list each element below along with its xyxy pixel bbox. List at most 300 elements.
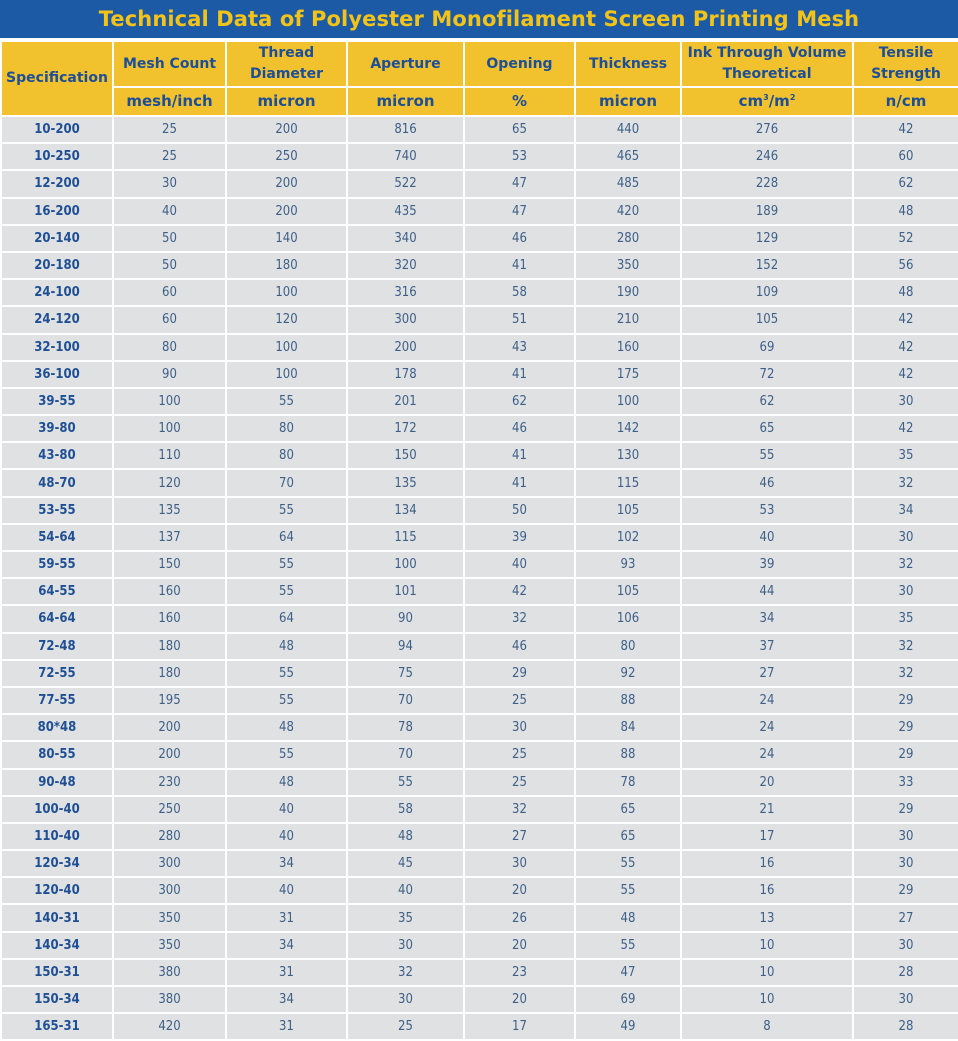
table-row	[1, 932, 958, 959]
cell-mesh-count: 135	[113, 497, 226, 524]
cell-opening: 23	[464, 959, 575, 986]
cell-ink-volume: 129	[681, 225, 853, 252]
cell-tensile-strength: 56	[853, 252, 958, 279]
header-line: Diameter	[249, 66, 324, 82]
cell-thickness: 160	[575, 334, 681, 361]
cell-opening: 51	[464, 306, 575, 333]
cell-specification: 72-48	[1, 633, 113, 660]
unit-part: cm	[738, 92, 764, 110]
cell-opening: 39	[464, 524, 575, 551]
table-row	[1, 524, 958, 551]
cell-opening: 41	[464, 361, 575, 388]
cell-thread-diameter: 120	[226, 306, 347, 333]
cell-thread-diameter: 31	[226, 1013, 347, 1040]
cell-opening: 41	[464, 442, 575, 469]
cell-specification: 150-34	[1, 986, 113, 1013]
cell-thread-diameter: 40	[226, 877, 347, 904]
cell-ink-volume: 10	[681, 959, 853, 986]
cell-opening: 43	[464, 334, 575, 361]
cell-aperture: 48	[347, 823, 464, 850]
cell-aperture: 740	[347, 143, 464, 170]
cell-tensile-strength: 32	[853, 469, 958, 496]
cell-tensile-strength: 62	[853, 170, 958, 197]
cell-mesh-count: 380	[113, 959, 226, 986]
cell-ink-volume: 24	[681, 741, 853, 768]
cell-aperture: 300	[347, 306, 464, 333]
table-row	[1, 388, 958, 415]
column-header-ink-volume	[681, 41, 853, 87]
unit-row	[1, 87, 958, 116]
cell-mesh-count: 137	[113, 524, 226, 551]
cell-specification: 24-120	[1, 306, 113, 333]
unit-exponent: 3	[763, 93, 769, 102]
cell-mesh-count: 40	[113, 198, 226, 225]
cell-thread-diameter: 55	[226, 687, 347, 714]
cell-thread-diameter: 55	[226, 388, 347, 415]
cell-tensile-strength: 34	[853, 497, 958, 524]
cell-mesh-count: 180	[113, 660, 226, 687]
cell-aperture: 135	[347, 469, 464, 496]
table-row	[1, 415, 958, 442]
cell-thread-diameter: 48	[226, 714, 347, 741]
cell-opening: 47	[464, 170, 575, 197]
cell-thread-diameter: 250	[226, 143, 347, 170]
table-row	[1, 497, 958, 524]
cell-specification: 43-80	[1, 442, 113, 469]
mesh-data-table	[0, 40, 958, 1041]
table-row	[1, 877, 958, 904]
cell-opening: 42	[464, 578, 575, 605]
cell-thickness: 175	[575, 361, 681, 388]
cell-thickness: 440	[575, 116, 681, 143]
cell-thickness: 55	[575, 850, 681, 877]
cell-ink-volume: 39	[681, 551, 853, 578]
cell-ink-volume: 10	[681, 932, 853, 959]
cell-tensile-strength: 32	[853, 660, 958, 687]
cell-ink-volume: 53	[681, 497, 853, 524]
cell-mesh-count: 380	[113, 986, 226, 1013]
cell-tensile-strength: 30	[853, 578, 958, 605]
table-row	[1, 1013, 958, 1040]
cell-tensile-strength: 28	[853, 1013, 958, 1040]
cell-mesh-count: 50	[113, 225, 226, 252]
cell-tensile-strength: 32	[853, 633, 958, 660]
cell-tensile-strength: 30	[853, 986, 958, 1013]
cell-specification: 80*48	[1, 714, 113, 741]
cell-specification: 16-200	[1, 198, 113, 225]
cell-ink-volume: 40	[681, 524, 853, 551]
cell-opening: 32	[464, 796, 575, 823]
cell-opening: 25	[464, 687, 575, 714]
cell-ink-volume: 24	[681, 714, 853, 741]
cell-specification: 120-34	[1, 850, 113, 877]
table-row	[1, 143, 958, 170]
cell-opening: 41	[464, 252, 575, 279]
cell-ink-volume: 17	[681, 823, 853, 850]
cell-mesh-count: 25	[113, 143, 226, 170]
cell-aperture: 320	[347, 252, 464, 279]
cell-ink-volume: 276	[681, 116, 853, 143]
cell-opening: 46	[464, 633, 575, 660]
cell-tensile-strength: 30	[853, 932, 958, 959]
cell-thickness: 69	[575, 986, 681, 1013]
table-row	[1, 605, 958, 632]
cell-aperture: 70	[347, 741, 464, 768]
cell-thickness: 130	[575, 442, 681, 469]
cell-thickness: 55	[575, 932, 681, 959]
cell-tensile-strength: 32	[853, 551, 958, 578]
cell-tensile-strength: 30	[853, 524, 958, 551]
unit-mesh-count: mesh/inch	[113, 87, 226, 116]
cell-opening: 50	[464, 497, 575, 524]
cell-thickness: 93	[575, 551, 681, 578]
page-title: Technical Data of Polyester Monofilament Screen Printing Mesh	[0, 0, 958, 38]
cell-aperture: 134	[347, 497, 464, 524]
cell-specification: 10-250	[1, 143, 113, 170]
cell-ink-volume: 228	[681, 170, 853, 197]
cell-specification: 36-100	[1, 361, 113, 388]
cell-tensile-strength: 42	[853, 116, 958, 143]
cell-mesh-count: 195	[113, 687, 226, 714]
cell-specification: 53-55	[1, 497, 113, 524]
cell-mesh-count: 160	[113, 578, 226, 605]
cell-tensile-strength: 30	[853, 850, 958, 877]
cell-opening: 29	[464, 660, 575, 687]
cell-thread-diameter: 48	[226, 769, 347, 796]
cell-thickness: 102	[575, 524, 681, 551]
cell-specification: 110-40	[1, 823, 113, 850]
cell-thickness: 105	[575, 497, 681, 524]
header-line: Theoretical	[722, 66, 812, 82]
column-header-thickness: Thickness	[575, 41, 681, 87]
table-row	[1, 361, 958, 388]
cell-thread-diameter: 100	[226, 334, 347, 361]
cell-aperture: 100	[347, 551, 464, 578]
cell-opening: 40	[464, 551, 575, 578]
table-row	[1, 551, 958, 578]
cell-thickness: 88	[575, 741, 681, 768]
cell-mesh-count: 30	[113, 170, 226, 197]
cell-thread-diameter: 31	[226, 904, 347, 931]
cell-specification: 120-40	[1, 877, 113, 904]
cell-ink-volume: 72	[681, 361, 853, 388]
cell-aperture: 101	[347, 578, 464, 605]
cell-thread-diameter: 55	[226, 660, 347, 687]
cell-thickness: 115	[575, 469, 681, 496]
cell-mesh-count: 25	[113, 116, 226, 143]
cell-thickness: 210	[575, 306, 681, 333]
table-row	[1, 959, 958, 986]
cell-thread-diameter: 40	[226, 796, 347, 823]
cell-thickness: 47	[575, 959, 681, 986]
table-row	[1, 578, 958, 605]
cell-thread-diameter: 55	[226, 497, 347, 524]
cell-specification: 39-80	[1, 415, 113, 442]
table-row	[1, 741, 958, 768]
cell-thread-diameter: 200	[226, 198, 347, 225]
header-line: Tensile	[878, 45, 934, 61]
cell-tensile-strength: 42	[853, 415, 958, 442]
cell-opening: 27	[464, 823, 575, 850]
table-row	[1, 850, 958, 877]
cell-ink-volume: 8	[681, 1013, 853, 1040]
header-row	[1, 41, 958, 87]
cell-tensile-strength: 30	[853, 823, 958, 850]
cell-ink-volume: 109	[681, 279, 853, 306]
cell-opening: 53	[464, 143, 575, 170]
cell-mesh-count: 200	[113, 714, 226, 741]
header-line: Thread	[258, 45, 315, 61]
cell-thickness: 142	[575, 415, 681, 442]
cell-mesh-count: 420	[113, 1013, 226, 1040]
cell-specification: 32-100	[1, 334, 113, 361]
cell-thread-diameter: 31	[226, 959, 347, 986]
cell-mesh-count: 230	[113, 769, 226, 796]
cell-opening: 41	[464, 469, 575, 496]
cell-thread-diameter: 100	[226, 361, 347, 388]
cell-thread-diameter: 34	[226, 850, 347, 877]
cell-aperture: 58	[347, 796, 464, 823]
cell-specification: 20-140	[1, 225, 113, 252]
cell-thickness: 190	[575, 279, 681, 306]
cell-tensile-strength: 30	[853, 388, 958, 415]
cell-thickness: 280	[575, 225, 681, 252]
cell-tensile-strength: 28	[853, 959, 958, 986]
cell-specification: 39-55	[1, 388, 113, 415]
cell-aperture: 522	[347, 170, 464, 197]
table-row	[1, 116, 958, 143]
column-header-aperture: Aperture	[347, 41, 464, 87]
table-row	[1, 334, 958, 361]
cell-aperture: 25	[347, 1013, 464, 1040]
column-header-thread-diameter	[226, 41, 347, 87]
cell-specification: 64-55	[1, 578, 113, 605]
cell-specification: 150-31	[1, 959, 113, 986]
cell-ink-volume: 69	[681, 334, 853, 361]
cell-thread-diameter: 55	[226, 578, 347, 605]
cell-mesh-count: 250	[113, 796, 226, 823]
cell-opening: 65	[464, 116, 575, 143]
cell-mesh-count: 90	[113, 361, 226, 388]
cell-aperture: 30	[347, 986, 464, 1013]
cell-opening: 46	[464, 415, 575, 442]
cell-aperture: 94	[347, 633, 464, 660]
cell-ink-volume: 24	[681, 687, 853, 714]
cell-tensile-strength: 35	[853, 605, 958, 632]
cell-aperture: 75	[347, 660, 464, 687]
cell-thickness: 48	[575, 904, 681, 931]
column-header-opening: Opening	[464, 41, 575, 87]
cell-ink-volume: 10	[681, 986, 853, 1013]
cell-aperture: 201	[347, 388, 464, 415]
unit-tensile-strength: n/cm	[853, 87, 958, 116]
cell-tensile-strength: 29	[853, 877, 958, 904]
unit-thread-diameter: micron	[226, 87, 347, 116]
table-row	[1, 687, 958, 714]
table-row	[1, 796, 958, 823]
cell-ink-volume: 27	[681, 660, 853, 687]
cell-aperture: 40	[347, 877, 464, 904]
cell-thread-diameter: 80	[226, 442, 347, 469]
cell-thickness: 65	[575, 796, 681, 823]
cell-specification: 140-31	[1, 904, 113, 931]
cell-tensile-strength: 52	[853, 225, 958, 252]
cell-thread-diameter: 55	[226, 741, 347, 768]
cell-opening: 20	[464, 877, 575, 904]
cell-specification: 59-55	[1, 551, 113, 578]
cell-aperture: 150	[347, 442, 464, 469]
cell-opening: 46	[464, 225, 575, 252]
cell-thickness: 465	[575, 143, 681, 170]
cell-ink-volume: 46	[681, 469, 853, 496]
cell-thread-diameter: 48	[226, 633, 347, 660]
cell-tensile-strength: 33	[853, 769, 958, 796]
cell-thread-diameter: 34	[226, 932, 347, 959]
table-row	[1, 714, 958, 741]
cell-tensile-strength: 42	[853, 306, 958, 333]
cell-mesh-count: 180	[113, 633, 226, 660]
unit-aperture: micron	[347, 87, 464, 116]
cell-opening: 25	[464, 741, 575, 768]
cell-thread-diameter: 180	[226, 252, 347, 279]
cell-thread-diameter: 140	[226, 225, 347, 252]
cell-ink-volume: 16	[681, 877, 853, 904]
cell-tensile-strength: 48	[853, 198, 958, 225]
cell-aperture: 30	[347, 932, 464, 959]
cell-mesh-count: 100	[113, 415, 226, 442]
cell-specification: 90-48	[1, 769, 113, 796]
cell-aperture: 78	[347, 714, 464, 741]
table-row	[1, 986, 958, 1013]
cell-thickness: 420	[575, 198, 681, 225]
cell-ink-volume: 152	[681, 252, 853, 279]
cell-ink-volume: 65	[681, 415, 853, 442]
cell-aperture: 115	[347, 524, 464, 551]
cell-specification: 12-200	[1, 170, 113, 197]
table-row	[1, 252, 958, 279]
cell-ink-volume: 34	[681, 605, 853, 632]
cell-aperture: 70	[347, 687, 464, 714]
column-header-tensile-strength	[853, 41, 958, 87]
cell-opening: 20	[464, 986, 575, 1013]
cell-opening: 58	[464, 279, 575, 306]
table-row	[1, 442, 958, 469]
cell-tensile-strength: 35	[853, 442, 958, 469]
cell-thickness: 485	[575, 170, 681, 197]
table-row	[1, 660, 958, 687]
cell-tensile-strength: 42	[853, 334, 958, 361]
unit-exponent: 2	[789, 93, 796, 102]
cell-aperture: 435	[347, 198, 464, 225]
cell-tensile-strength: 29	[853, 714, 958, 741]
cell-specification: 48-70	[1, 469, 113, 496]
table-row	[1, 279, 958, 306]
cell-thread-diameter: 55	[226, 551, 347, 578]
cell-thickness: 88	[575, 687, 681, 714]
cell-mesh-count: 120	[113, 469, 226, 496]
cell-thread-diameter: 40	[226, 823, 347, 850]
cell-thread-diameter: 34	[226, 986, 347, 1013]
cell-thickness: 92	[575, 660, 681, 687]
unit-ink-volume	[681, 87, 853, 116]
cell-ink-volume: 44	[681, 578, 853, 605]
cell-aperture: 200	[347, 334, 464, 361]
cell-mesh-count: 300	[113, 877, 226, 904]
cell-tensile-strength: 29	[853, 741, 958, 768]
cell-aperture: 340	[347, 225, 464, 252]
table-row	[1, 170, 958, 197]
cell-specification: 100-40	[1, 796, 113, 823]
unit-opening: %	[464, 87, 575, 116]
cell-ink-volume: 37	[681, 633, 853, 660]
cell-aperture: 178	[347, 361, 464, 388]
cell-opening: 25	[464, 769, 575, 796]
cell-mesh-count: 300	[113, 850, 226, 877]
cell-thickness: 100	[575, 388, 681, 415]
cell-opening: 30	[464, 714, 575, 741]
column-header-specification: Specification	[1, 41, 113, 116]
table-row	[1, 904, 958, 931]
cell-thickness: 80	[575, 633, 681, 660]
cell-mesh-count: 160	[113, 605, 226, 632]
cell-aperture: 55	[347, 769, 464, 796]
cell-aperture: 32	[347, 959, 464, 986]
cell-ink-volume: 105	[681, 306, 853, 333]
cell-specification: 24-100	[1, 279, 113, 306]
cell-specification: 54-64	[1, 524, 113, 551]
cell-mesh-count: 200	[113, 741, 226, 768]
cell-thickness: 49	[575, 1013, 681, 1040]
cell-ink-volume: 20	[681, 769, 853, 796]
cell-thread-diameter: 64	[226, 605, 347, 632]
cell-aperture: 90	[347, 605, 464, 632]
cell-tensile-strength: 27	[853, 904, 958, 931]
cell-mesh-count: 50	[113, 252, 226, 279]
cell-tensile-strength: 29	[853, 796, 958, 823]
table-header	[1, 41, 958, 116]
cell-thread-diameter: 200	[226, 116, 347, 143]
column-header-mesh-count: Mesh Count	[113, 41, 226, 87]
cell-mesh-count: 100	[113, 388, 226, 415]
cell-thickness: 106	[575, 605, 681, 632]
cell-tensile-strength: 60	[853, 143, 958, 170]
cell-aperture: 816	[347, 116, 464, 143]
cell-specification: 64-64	[1, 605, 113, 632]
cell-ink-volume: 189	[681, 198, 853, 225]
cell-specification: 77-55	[1, 687, 113, 714]
cell-opening: 32	[464, 605, 575, 632]
cell-thread-diameter: 80	[226, 415, 347, 442]
cell-thickness: 105	[575, 578, 681, 605]
cell-thickness: 84	[575, 714, 681, 741]
cell-ink-volume: 62	[681, 388, 853, 415]
cell-specification: 80-55	[1, 741, 113, 768]
cell-mesh-count: 80	[113, 334, 226, 361]
unit-thickness: micron	[575, 87, 681, 116]
table-row	[1, 633, 958, 660]
cell-opening: 17	[464, 1013, 575, 1040]
cell-opening: 62	[464, 388, 575, 415]
cell-aperture: 35	[347, 904, 464, 931]
cell-tensile-strength: 48	[853, 279, 958, 306]
table-row	[1, 306, 958, 333]
cell-tensile-strength: 42	[853, 361, 958, 388]
cell-aperture: 45	[347, 850, 464, 877]
cell-mesh-count: 60	[113, 279, 226, 306]
cell-thickness: 78	[575, 769, 681, 796]
cell-thread-diameter: 64	[226, 524, 347, 551]
cell-mesh-count: 280	[113, 823, 226, 850]
